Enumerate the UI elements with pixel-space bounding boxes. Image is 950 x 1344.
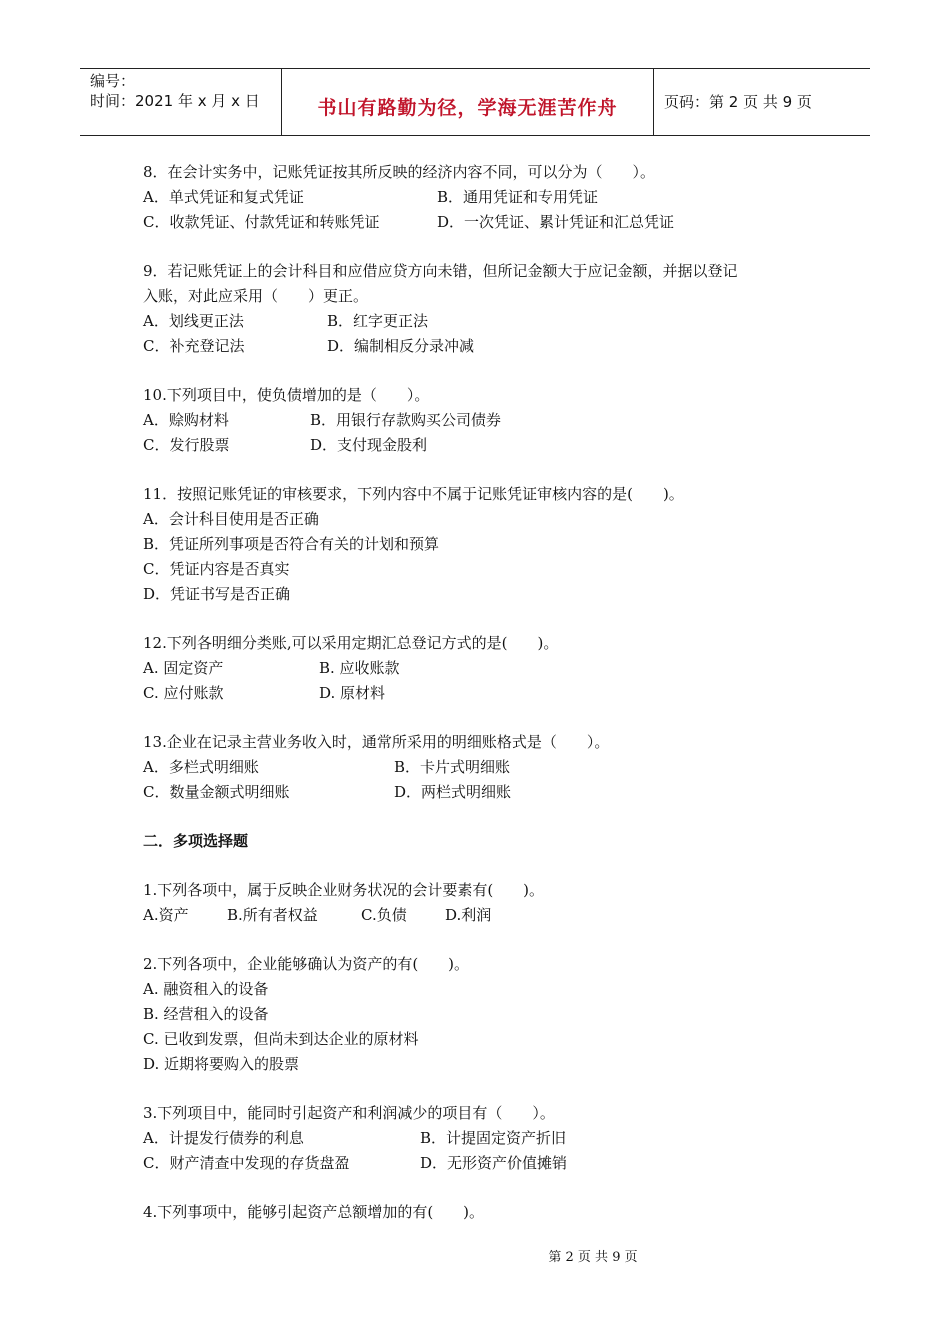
option-a: A．划线更正法 (143, 312, 244, 330)
multi-question-4 (143, 1200, 823, 1225)
option-row (143, 1151, 823, 1176)
header-motto: 书山有路勤为径，学海无涯苦作舟 (282, 69, 654, 135)
option-row (143, 780, 823, 805)
option-b: B．卡片式明细账 (394, 758, 511, 776)
option-a: A.资产 (143, 906, 189, 924)
question-stem: 13.企业在记录主营业务收入时，通常所采用的明细账格式是（ ）。 (143, 733, 610, 751)
option-row (143, 903, 823, 928)
option-b: B. 经营租入的设备 (143, 1005, 269, 1023)
question-stem: 11．按照记账凭证的审核要求，下列内容中不属于记账凭证审核内容的是( )。 (143, 485, 684, 503)
question-12 (143, 631, 823, 706)
question-stem: 12.下列各明细分类账,可以采用定期汇总登记方式的是( )。 (143, 634, 559, 652)
option-b: B．用银行存款购买公司债券 (310, 411, 502, 429)
option-row (143, 433, 823, 458)
multi-question-1 (143, 878, 823, 928)
option-d: D．支付现金股利 (310, 436, 428, 454)
question-stem-continued: 入账，对此应采用（ ）更正。 (143, 287, 369, 305)
option-b: B．计提固定资产折旧 (420, 1129, 567, 1147)
option-a: A．计提发行债券的利息 (143, 1129, 304, 1147)
option-b: B．通用凭证和专用凭证 (437, 188, 599, 206)
option-d: D．无形资产价值摊销 (420, 1154, 568, 1172)
option-a: A. 固定资产 (143, 659, 224, 677)
question-stem: 8．在会计实务中，记账凭证按其所反映的经济内容不同，可以分为（ ）。 (143, 163, 656, 181)
multi-question-3 (143, 1101, 823, 1176)
question-stem: 1.下列各项中，属于反映企业财务状况的会计要素有( )。 (143, 881, 545, 899)
option-row (143, 309, 823, 334)
page-header (80, 68, 870, 136)
question-stem: 10.下列项目中，使负债增加的是（ ）。 (143, 386, 430, 404)
option-c: C．财产清查中发现的存货盘盈 (143, 1154, 350, 1172)
option-a: A．单式凭证和复式凭证 (143, 188, 304, 206)
option-d: D．编制相反分录冲减 (327, 337, 475, 355)
option-row (143, 408, 823, 433)
option-a: A．赊购材料 (143, 411, 229, 429)
option-b: B. 应收账款 (319, 659, 400, 677)
question-8 (143, 160, 823, 235)
header-meta (80, 69, 282, 135)
multi-question-2 (143, 952, 823, 1077)
option-d: D.利润 (445, 906, 492, 924)
option-a: A．会计科目使用是否正确 (143, 510, 319, 528)
section-title: 二．多项选择题 (143, 832, 249, 850)
question-9 (143, 259, 823, 359)
option-b: B.所有者权益 (227, 906, 318, 924)
option-c: C. 应付账款 (143, 684, 224, 702)
option-d: D．两栏式明细账 (394, 783, 512, 801)
option-c: C．发行股票 (143, 436, 230, 454)
question-stem: 2.下列各项中，企业能够确认为资产的有( )。 (143, 955, 470, 973)
option-d: D．凭证书写是否正确 (143, 585, 291, 603)
time-label: 时间：2021 年 x 月 x 日 (90, 92, 260, 110)
number-label: 编号： (90, 72, 136, 90)
option-d: D．一次凭证、累计凭证和汇总凭证 (437, 213, 675, 231)
option-c: C. 已收到发票，但尚未到达企业的原材料 (143, 1030, 419, 1048)
option-d: D. 原材料 (319, 684, 386, 702)
question-13 (143, 730, 823, 805)
page-footer: 第 2 页 共 9 页 (548, 1250, 638, 1265)
option-c: C．收款凭证、付款凭证和转账凭证 (143, 213, 380, 231)
option-c: C．补充登记法 (143, 337, 245, 355)
header-page-info: 页码：第 2 页 共 9 页 (664, 93, 812, 111)
question-stem: 3.下列项目中，能同时引起资产和利润减少的项目有（ ）。 (143, 1104, 555, 1122)
question-stem: 4.下列事项中，能够引起资产总额增加的有( )。 (143, 1203, 485, 1221)
option-a: A. 融资租入的设备 (143, 980, 269, 998)
option-row (143, 210, 823, 235)
option-row (143, 656, 823, 681)
question-11 (143, 482, 823, 607)
option-d: D. 近期将要购入的股票 (143, 1055, 300, 1073)
option-row (143, 334, 823, 359)
option-a: A．多栏式明细账 (143, 758, 259, 776)
document-body (143, 160, 823, 1225)
option-row (143, 185, 823, 210)
question-10 (143, 383, 823, 458)
option-b: B．凭证所列事项是否符合有关的计划和预算 (143, 535, 440, 553)
option-c: C．数量金额式明细账 (143, 783, 290, 801)
option-row (143, 755, 823, 780)
option-row (143, 1126, 823, 1151)
question-stem: 9．若记账凭证上的会计科目和应借应贷方向未错，但所记金额大于应记金额，并据以登记 (143, 262, 738, 280)
option-row (143, 681, 823, 706)
option-c: C．凭证内容是否真实 (143, 560, 290, 578)
option-b: B．红字更正法 (327, 312, 429, 330)
option-c: C.负债 (361, 906, 407, 924)
